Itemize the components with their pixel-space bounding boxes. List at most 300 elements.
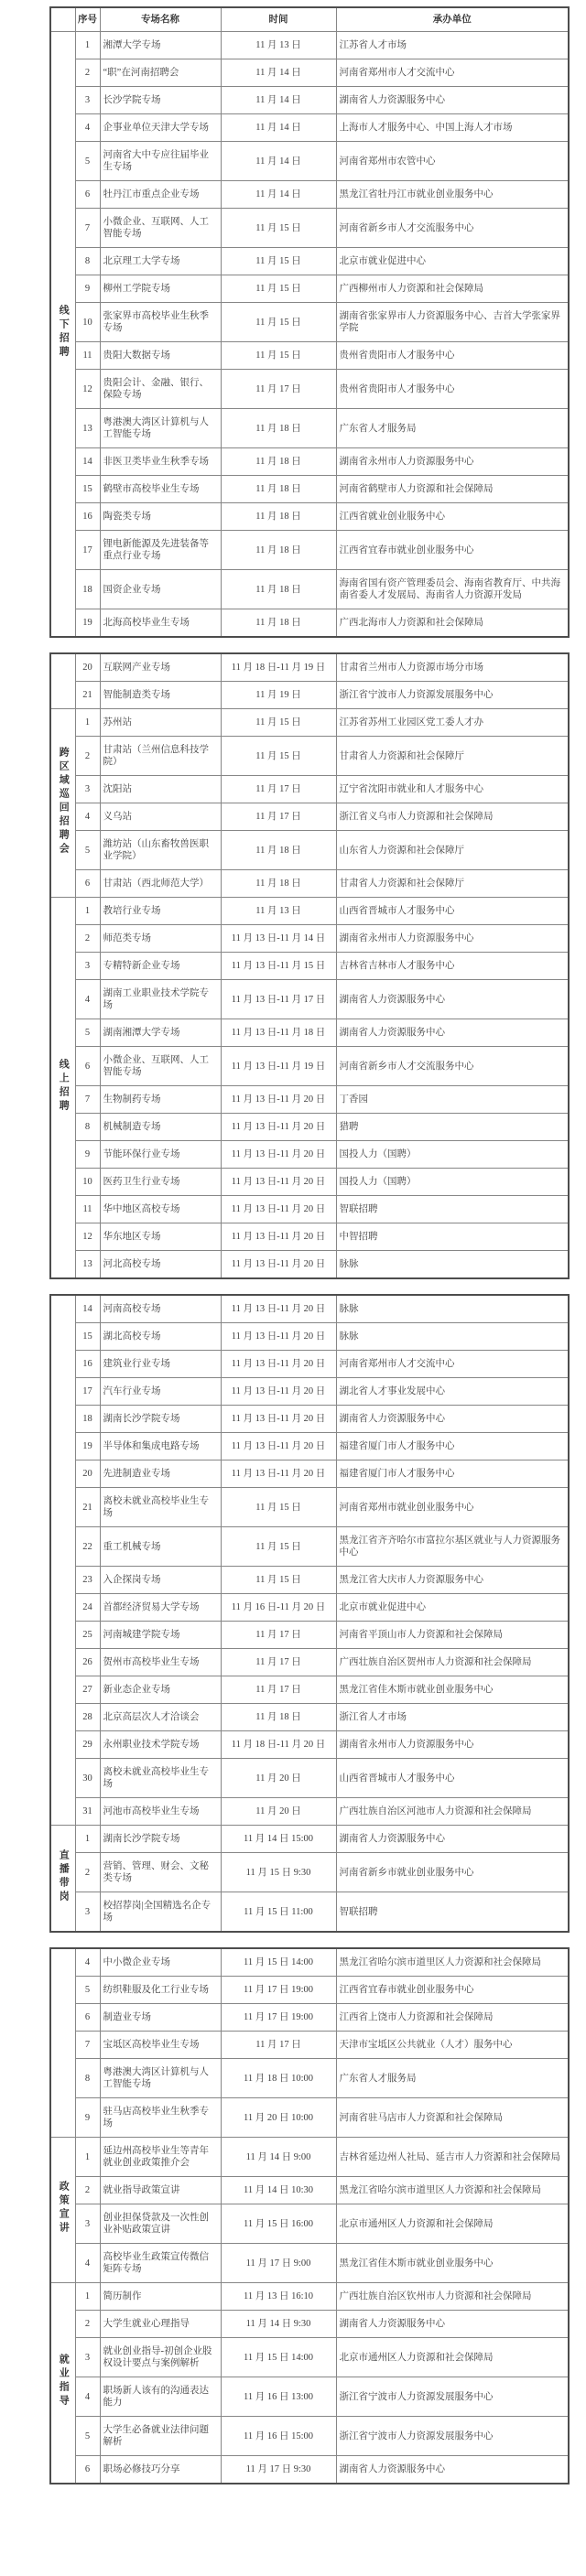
cell-no: 1 [75, 32, 100, 59]
cell-name: 小微企业、互联网、人工智能专场 [100, 1047, 221, 1086]
cell-org: 湖南省人力资源服务中心 [336, 1826, 569, 1853]
cell-no: 9 [75, 2098, 100, 2138]
cell-time: 11 月 15 日 14:00 [221, 1948, 336, 1977]
cell-time: 11 月 17 日 9:00 [221, 2244, 336, 2283]
cell-no: 3 [75, 776, 100, 803]
cell-time: 11 月 20 日 10:00 [221, 2098, 336, 2138]
cell-time: 11 月 13 日-11 月 20 日 [221, 1223, 336, 1251]
cell-no: 6 [75, 2004, 100, 2032]
cell-time: 11 月 17 日 9:30 [221, 2456, 336, 2484]
cell-no: 27 [75, 1676, 100, 1704]
recruitment-table-block-1 [49, 6, 570, 638]
cell-org: 黑龙江省哈尔滨市道里区人力资源和社会保障局 [336, 2177, 569, 2204]
cell-time: 11 月 18 日 [221, 476, 336, 503]
table-row [50, 2338, 569, 2377]
cell-time: 11 月 17 日 [221, 1622, 336, 1649]
cell-no: 2 [75, 1853, 100, 1892]
cell-no: 31 [75, 1798, 100, 1826]
cell-name: 义乌站 [100, 803, 221, 831]
table-row [50, 2204, 569, 2244]
cell-org: 浙江省宁波市人力资源发展服务中心 [336, 682, 569, 709]
table-row [50, 2138, 569, 2177]
cell-no: 5 [75, 1977, 100, 2004]
table-row [50, 1731, 569, 1759]
cell-name: 简历制作 [100, 2283, 221, 2311]
cell-name: 鹤壁市高校毕业生专场 [100, 476, 221, 503]
table-row [50, 1977, 569, 2004]
table-row [50, 1948, 569, 1977]
cell-name: 离校未就业高校毕业生专场 [100, 1759, 221, 1798]
cell-no: 11 [75, 342, 100, 370]
group-label-cell [50, 2283, 75, 2484]
cell-time: 11 月 13 日-11 月 20 日 [221, 1251, 336, 1279]
table-row [50, 248, 569, 275]
cell-org: 湖南省永州市人力资源服务中心 [336, 925, 569, 953]
cell-time: 11 月 14 日 [221, 87, 336, 114]
cell-org: 浙江省宁波市人力资源发展服务中心 [336, 2377, 569, 2417]
cell-org: 北京市就业促进中心 [336, 1594, 569, 1622]
table-row [50, 1196, 569, 1223]
cell-no: 7 [75, 2032, 100, 2059]
cell-no: 8 [75, 1114, 100, 1141]
table-row [50, 476, 569, 503]
cell-name: 制造业专场 [100, 2004, 221, 2032]
cell-time: 11 月 18 日 [221, 409, 336, 448]
cell-org: 河南省新乡市人才交流服务中心 [336, 1047, 569, 1086]
table-row [50, 1676, 569, 1704]
cell-no: 6 [75, 870, 100, 898]
cell-time: 11 月 13 日-11 月 20 日 [221, 1378, 336, 1406]
cell-name: 沈阳站 [100, 776, 221, 803]
cell-org: 吉林省吉林市人才服务中心 [336, 953, 569, 980]
cell-org: 广西柳州市人力资源和社会保障局 [336, 275, 569, 303]
table-row [50, 1114, 569, 1141]
cell-time: 11 月 13 日 [221, 32, 336, 59]
cell-no: 1 [75, 2138, 100, 2177]
table-row [50, 142, 569, 181]
cell-no: 3 [75, 1892, 100, 1933]
cell-name: 延边州高校毕业生等青年就业创业政策推介会 [100, 2138, 221, 2177]
cell-org: 猎聘 [336, 1114, 569, 1141]
table-row [50, 980, 569, 1019]
cell-no: 28 [75, 1704, 100, 1731]
cell-name: 贺州市高校毕业生专场 [100, 1649, 221, 1676]
cell-no: 6 [75, 1047, 100, 1086]
cell-name: 湘潭大学专场 [100, 32, 221, 59]
cell-time: 11 月 13 日-11 月 20 日 [221, 1295, 336, 1323]
cell-name: 潍坊站（山东畜牧兽医职业学院） [100, 831, 221, 870]
cell-name: 专精特新企业专场 [100, 953, 221, 980]
cell-org: 浙江省宁波市人力资源发展服务中心 [336, 2417, 569, 2456]
table-row [50, 1406, 569, 1433]
cell-time: 11 月 15 日 [221, 1527, 336, 1567]
cell-org: 湖南省人力资源服务中心 [336, 2456, 569, 2484]
header-group-cell [50, 7, 75, 32]
cell-name: 河池市高校毕业生专场 [100, 1798, 221, 1826]
table-row [50, 2098, 569, 2138]
cell-time: 11 月 17 日 [221, 370, 336, 409]
cell-name: 河南高校专场 [100, 1295, 221, 1323]
cell-org: 广西北海市人力资源和社会保障局 [336, 609, 569, 638]
cell-no: 2 [75, 59, 100, 87]
cell-time: 11 月 17 日 [221, 2032, 336, 2059]
table-row [50, 1378, 569, 1406]
table-row [50, 181, 569, 209]
cell-time: 11 月 15 日 [221, 342, 336, 370]
cell-time: 11 月 19 日 [221, 682, 336, 709]
cell-org: 河南省郑州市人才交流中心 [336, 1351, 569, 1378]
cell-no: 2 [75, 737, 100, 776]
table-row [50, 1223, 569, 1251]
cell-org: 甘肃省兰州市人力资源市场分市场 [336, 653, 569, 682]
cell-time: 11 月 13 日-11 月 17 日 [221, 980, 336, 1019]
cell-time: 11 月 18 日 [221, 531, 336, 570]
cell-no: 15 [75, 1323, 100, 1351]
cell-time: 11 月 15 日 [221, 248, 336, 275]
cell-org: 河南省新乡市人才交流服务中心 [336, 209, 569, 248]
cell-org: 海南省国有资产管理委员会、海南省教育厅、中共海南省委人才发展局、海南省人力资源开发局 [336, 570, 569, 609]
header-name: 专场名称 [100, 7, 221, 32]
cell-no: 2 [75, 2311, 100, 2338]
cell-no: 25 [75, 1622, 100, 1649]
cell-time: 11 月 13 日-11 月 20 日 [221, 1351, 336, 1378]
cell-org: 浙江省人才市场 [336, 1704, 569, 1731]
table-row [50, 925, 569, 953]
cell-name: 智能制造类专场 [100, 682, 221, 709]
group-label-text: 跨区域巡回招聘会 [58, 746, 70, 857]
cell-name: 中小微企业专场 [100, 1948, 221, 1977]
cell-name: 新业态企业专场 [100, 1676, 221, 1704]
cell-no: 4 [75, 803, 100, 831]
cell-no: 10 [75, 1169, 100, 1196]
cell-name: 北海高校毕业生专场 [100, 609, 221, 638]
cell-org: 黑龙江省佳木斯市就业创业服务中心 [336, 1676, 569, 1704]
cell-name: 大学生必备就业法律问题解析 [100, 2417, 221, 2456]
cell-org: 福建省厦门市人才服务中心 [336, 1433, 569, 1460]
table-row [50, 737, 569, 776]
cell-time: 11 月 17 日 [221, 776, 336, 803]
cell-org: 湖南省人力资源服务中心 [336, 980, 569, 1019]
cell-name: 创业担保贷款及一次性创业补贴政策宣讲 [100, 2204, 221, 2244]
recruitment-table-block-3 [49, 1294, 570, 1933]
cell-no: 30 [75, 1759, 100, 1798]
cell-org: 湖南省永州市人力资源服务中心 [336, 448, 569, 476]
cell-name: 企事业单位天津大学专场 [100, 114, 221, 142]
cell-org: 中智招聘 [336, 1223, 569, 1251]
cell-org: 湖南省人力资源服务中心 [336, 2311, 569, 2338]
cell-no: 17 [75, 531, 100, 570]
table-row [50, 682, 569, 709]
cell-time: 11 月 20 日 [221, 1798, 336, 1826]
cell-org: 湖南省永州市人力资源服务中心 [336, 1731, 569, 1759]
table-row [50, 59, 569, 87]
cell-name: 生物制药专场 [100, 1086, 221, 1114]
cell-name: 河北高校专场 [100, 1251, 221, 1279]
cell-org: 北京市通州区人力资源和社会保障局 [336, 2204, 569, 2244]
cell-time: 11 月 18 日 [221, 448, 336, 476]
table-row [50, 653, 569, 682]
cell-name: 苏州站 [100, 709, 221, 737]
cell-no: 7 [75, 209, 100, 248]
table-row [50, 1433, 569, 1460]
cell-name: 半导体和集成电路专场 [100, 1433, 221, 1460]
cell-no: 7 [75, 1086, 100, 1114]
cell-time: 11 月 15 日 [221, 1488, 336, 1527]
cell-org: 山东省人力资源和社会保障厅 [336, 831, 569, 870]
table-row [50, 803, 569, 831]
cell-time: 11 月 15 日 16:00 [221, 2204, 336, 2244]
cell-no: 3 [75, 953, 100, 980]
cell-time: 11 月 13 日-11 月 20 日 [221, 1114, 336, 1141]
cell-no: 3 [75, 87, 100, 114]
cell-org: 贵州省贵阳市人才服务中心 [336, 342, 569, 370]
cell-name: 北京高层次人才洽谈会 [100, 1704, 221, 1731]
cell-time: 11 月 13 日-11 月 20 日 [221, 1141, 336, 1169]
cell-org: 湖南省人力资源服务中心 [336, 87, 569, 114]
cell-no: 4 [75, 2244, 100, 2283]
cell-name: 大学生就业心理指导 [100, 2311, 221, 2338]
cell-name: 贵阳会计、金融、银行、保险专场 [100, 370, 221, 409]
table-row [50, 1086, 569, 1114]
cell-name: 汽车行业专场 [100, 1378, 221, 1406]
table-row [50, 831, 569, 870]
cell-time: 11 月 18 日 [221, 1704, 336, 1731]
cell-no: 16 [75, 503, 100, 531]
table-row [50, 87, 569, 114]
cell-time: 11 月 13 日-11 月 20 日 [221, 1169, 336, 1196]
table-row [50, 1567, 569, 1594]
table-row [50, 1527, 569, 1567]
cell-time: 11 月 13 日-11 月 19 日 [221, 1047, 336, 1086]
table-row [50, 32, 569, 59]
cell-name: 河南省大中专应往届毕业生专场 [100, 142, 221, 181]
cell-org: 江苏省苏州工业园区党工委人才办 [336, 709, 569, 737]
cell-org: 黑龙江省佳木斯市就业创业服务中心 [336, 2244, 569, 2283]
recruitment-table-block-4 [49, 1947, 570, 2484]
table-row [50, 953, 569, 980]
cell-time: 11 月 13 日-11 月 20 日 [221, 1086, 336, 1114]
cell-org: 浙江省义乌市人力资源和社会保障局 [336, 803, 569, 831]
table-row [50, 1251, 569, 1279]
cell-org: 黑龙江省大庆市人力资源服务中心 [336, 1567, 569, 1594]
cell-name: 先进制造业专场 [100, 1460, 221, 1488]
cell-name: 华东地区专场 [100, 1223, 221, 1251]
cell-time: 11 月 18 日-11 月 20 日 [221, 1731, 336, 1759]
cell-name: 节能环保行业专场 [100, 1141, 221, 1169]
cell-time: 11 月 13 日 [221, 898, 336, 925]
cell-time: 11 月 13 日-11 月 20 日 [221, 1406, 336, 1433]
table-row [50, 448, 569, 476]
cell-no: 4 [75, 2377, 100, 2417]
cell-name: 长沙学院专场 [100, 87, 221, 114]
cell-no: 5 [75, 1019, 100, 1047]
cell-org: 黑龙江省牡丹江市就业创业服务中心 [336, 181, 569, 209]
table-row [50, 2283, 569, 2311]
group-label-text: 就业指导 [58, 2354, 70, 2409]
cell-time: 11 月 15 日 [221, 737, 336, 776]
cell-no: 5 [75, 142, 100, 181]
cell-org: 湖南省张家界市人力资源服务中心、吉首大学张家界学院 [336, 303, 569, 342]
cell-name: 甘肃站（兰州信息科技学院） [100, 737, 221, 776]
table-row [50, 1460, 569, 1488]
cell-no: 1 [75, 1826, 100, 1853]
table-row [50, 2244, 569, 2283]
table-row [50, 370, 569, 409]
group-label-text: 线上招聘 [58, 1058, 70, 1114]
cell-no: 2 [75, 2177, 100, 2204]
cell-org: 智联招聘 [336, 1892, 569, 1933]
cell-org: 辽宁省沈阳市就业和人才服务中心 [336, 776, 569, 803]
cell-no: 26 [75, 1649, 100, 1676]
group-label-cell [50, 898, 75, 1279]
cell-time: 11 月 17 日 [221, 1649, 336, 1676]
cell-no: 21 [75, 1488, 100, 1527]
cell-time: 11 月 13 日-11 月 20 日 [221, 1460, 336, 1488]
cell-time: 11 月 13 日-11 月 14 日 [221, 925, 336, 953]
cell-name: 河南城建学院专场 [100, 1622, 221, 1649]
cell-org: 山西省晋城市人才服务中心 [336, 898, 569, 925]
cell-org: 广东省人才服务局 [336, 409, 569, 448]
cell-no: 18 [75, 570, 100, 609]
cell-time: 11 月 13 日-11 月 15 日 [221, 953, 336, 980]
cell-no: 15 [75, 476, 100, 503]
cell-name: 就业创业指导-初创企业股权设计要点与案例解析 [100, 2338, 221, 2377]
cell-name: 纺织鞋服及化工行业专场 [100, 1977, 221, 2004]
cell-org: 河南省鹤壁市人力资源和社会保障局 [336, 476, 569, 503]
cell-time: 11 月 14 日 [221, 114, 336, 142]
cell-time: 11 月 18 日 [221, 503, 336, 531]
cell-time: 11 月 15 日 9:30 [221, 1853, 336, 1892]
cell-name: 入企探岗专场 [100, 1567, 221, 1594]
table-block [49, 1294, 586, 1933]
table-row [50, 2177, 569, 2204]
cell-org: 广东省人才服务局 [336, 2059, 569, 2098]
cell-name: 湖南湘潭大学专场 [100, 1019, 221, 1047]
cell-org: 江西省就业创业服务中心 [336, 503, 569, 531]
cell-no: 8 [75, 248, 100, 275]
group-label-cell [50, 1826, 75, 1933]
cell-name: 锂电新能源及先进装备等重点行业专场 [100, 531, 221, 570]
cell-time: 11 月 15 日 14:00 [221, 2338, 336, 2377]
table-row [50, 1488, 569, 1527]
cell-org: 福建省厦门市人才服务中心 [336, 1460, 569, 1488]
cell-no: 10 [75, 303, 100, 342]
table-row [50, 2059, 569, 2098]
cell-no: 12 [75, 1223, 100, 1251]
cell-time: 11 月 18 日 [221, 570, 336, 609]
table-row [50, 1019, 569, 1047]
cell-time: 11 月 15 日 [221, 303, 336, 342]
cell-name: 湖南工业职业技术学院专场 [100, 980, 221, 1019]
cell-name: 驻马店高校毕业生秋季专场 [100, 2098, 221, 2138]
group-label-text: 线下招聘 [58, 305, 70, 360]
cell-time: 11 月 14 日 [221, 59, 336, 87]
cell-org: 贵州省贵阳市人才服务中心 [336, 370, 569, 409]
cell-name: 师范类专场 [100, 925, 221, 953]
group-label-cell [50, 32, 75, 638]
cell-time: 11 月 15 日 [221, 1567, 336, 1594]
cell-no: 5 [75, 831, 100, 870]
group-label-cell [50, 1295, 75, 1826]
table-row [50, 1323, 569, 1351]
table-row [50, 609, 569, 638]
cell-org: 江西省宜春市就业创业服务中心 [336, 1977, 569, 2004]
cell-no: 6 [75, 2456, 100, 2484]
group-label-cell [50, 2138, 75, 2283]
cell-time: 11 月 13 日-11 月 20 日 [221, 1323, 336, 1351]
header-time: 时间 [221, 7, 336, 32]
cell-org: 甘肃省人力资源和社会保障厅 [336, 737, 569, 776]
cell-no: 3 [75, 2338, 100, 2377]
table-row [50, 709, 569, 737]
recruitment-table-block-2 [49, 652, 570, 1279]
table-row [50, 1622, 569, 1649]
cell-no: 1 [75, 2283, 100, 2311]
table-row [50, 1169, 569, 1196]
cell-org: 上海市人才服务中心、中国上海人才市场 [336, 114, 569, 142]
cell-time: 11 月 14 日 10:30 [221, 2177, 336, 2204]
table-row [50, 2417, 569, 2456]
table-row [50, 1649, 569, 1676]
cell-time: 11 月 16 日 15:00 [221, 2417, 336, 2456]
cell-org: 脉脉 [336, 1295, 569, 1323]
cell-org: 广西壮族自治区河池市人力资源和社会保障局 [336, 1798, 569, 1826]
table-row [50, 531, 569, 570]
cell-name: 高校毕业生政策宣传微信矩阵专场 [100, 2244, 221, 2283]
cell-no: 8 [75, 2059, 100, 2098]
group-label-cell [50, 653, 75, 709]
cell-name: 粤港澳大湾区计算机与人工智能专场 [100, 2059, 221, 2098]
cell-time: 11 月 17 日 [221, 803, 336, 831]
table-row [50, 1594, 569, 1622]
cell-time: 11 月 15 日 [221, 209, 336, 248]
cell-no: 19 [75, 609, 100, 638]
cell-no: 24 [75, 1594, 100, 1622]
cell-org: 山西省晋城市人才服务中心 [336, 1759, 569, 1798]
cell-org: 湖南省人力资源服务中心 [336, 1406, 569, 1433]
table-row [50, 2004, 569, 2032]
cell-time: 11 月 14 日 [221, 181, 336, 209]
table-row [50, 1853, 569, 1892]
cell-time: 11 月 13 日-11 月 18 日 [221, 1019, 336, 1047]
cell-org: 吉林省延边州人社局、延吉市人力资源和社会保障局 [336, 2138, 569, 2177]
cell-org: 江西省宜春市就业创业服务中心 [336, 531, 569, 570]
cell-no: 12 [75, 370, 100, 409]
cell-no: 2 [75, 925, 100, 953]
cell-name: 营销、管理、财会、文秘类专场 [100, 1853, 221, 1892]
cell-no: 16 [75, 1351, 100, 1378]
header-org: 承办单位 [336, 7, 569, 32]
cell-name: 甘肃站（西北师范大学） [100, 870, 221, 898]
cell-time: 11 月 20 日 [221, 1759, 336, 1798]
cell-no: 20 [75, 653, 100, 682]
table-row [50, 275, 569, 303]
cell-name: 宝坻区高校毕业生专场 [100, 2032, 221, 2059]
cell-org: 黑龙江省齐齐哈尔市富拉尔基区就业与人力资源服务中心 [336, 1527, 569, 1567]
table-row [50, 2032, 569, 2059]
cell-no: 4 [75, 980, 100, 1019]
cell-name: 湖南长沙学院专场 [100, 1826, 221, 1853]
cell-no: 6 [75, 181, 100, 209]
cell-org: 脉脉 [336, 1251, 569, 1279]
table-row [50, 570, 569, 609]
cell-name: 重工机械专场 [100, 1527, 221, 1567]
cell-time: 11 月 18 日 [221, 870, 336, 898]
cell-no: 17 [75, 1378, 100, 1406]
cell-time: 11 月 18 日 [221, 831, 336, 870]
table-row [50, 342, 569, 370]
cell-no: 5 [75, 2417, 100, 2456]
